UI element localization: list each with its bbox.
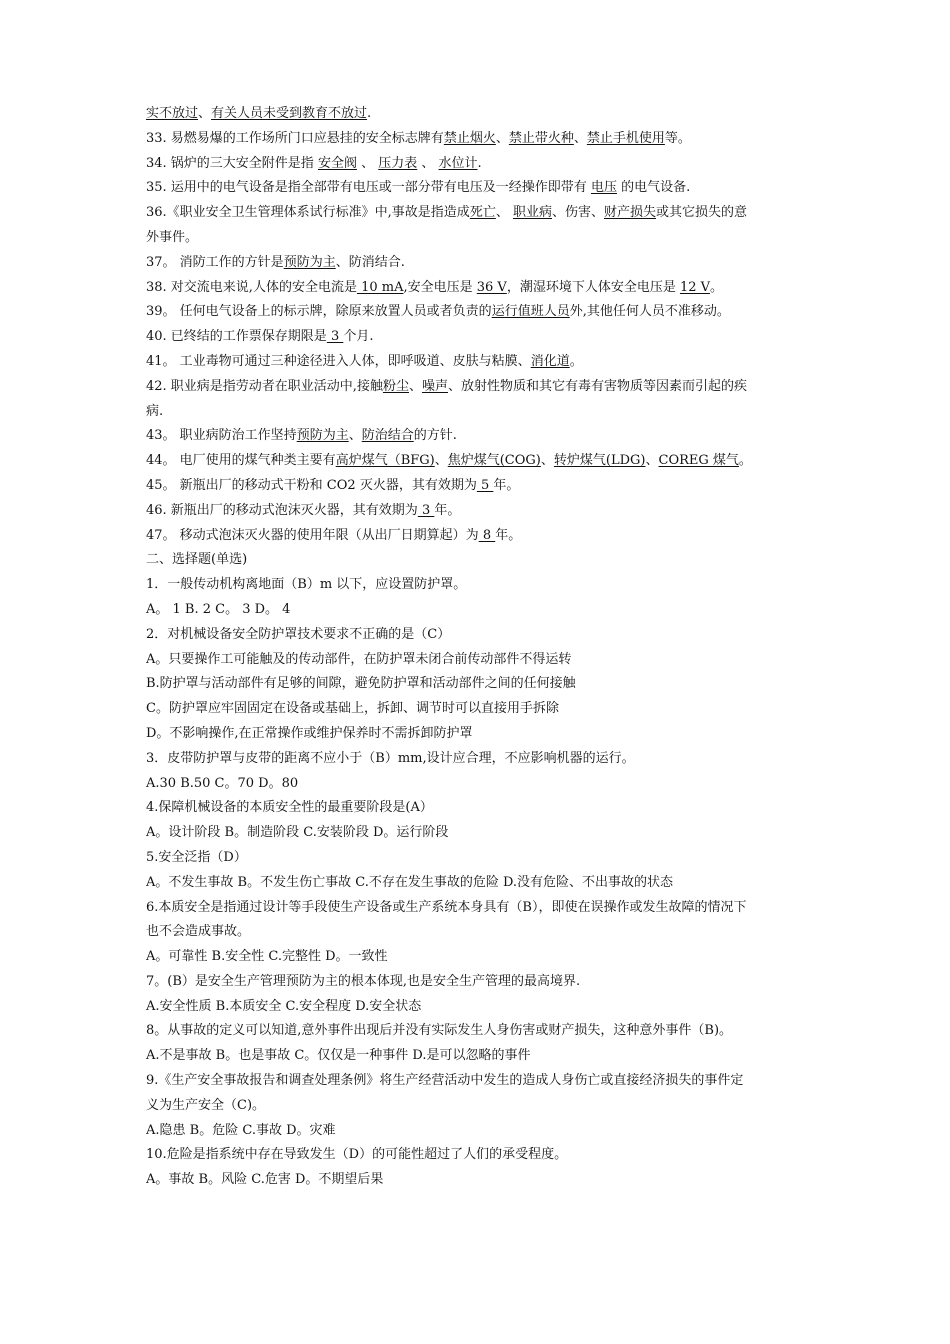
underlined-answer: 3 [326, 329, 344, 345]
text-run: 年。 [495, 527, 522, 543]
text-run: 、防消结合. [335, 254, 405, 270]
text-line [146, 201, 814, 226]
underlined-answer: 实不放过 [146, 106, 199, 121]
text-line [146, 1168, 814, 1193]
text-line [146, 945, 814, 970]
underlined-answer: 运行值班人员 [491, 304, 570, 320]
underlined-answer: 焦炉煤气(COG) [447, 453, 541, 469]
text-line [146, 548, 814, 573]
text-line [146, 325, 814, 350]
underlined-answer: 3 [417, 502, 435, 518]
text-run: 外,其他任何人员不准移动。 [569, 304, 730, 320]
text-run: A.隐患 B。危险 C.事故 D。灾难 [146, 1122, 336, 1138]
text-line [146, 970, 814, 995]
text-line [146, 226, 814, 251]
text-run: 43。 职业病防治工作坚持 [146, 428, 297, 444]
text-run: C。防护罩应牢固固定在设备或基础上，拆卸、调节时可以直接用手拆除 [146, 701, 559, 717]
text-line [146, 300, 814, 325]
text-line [146, 1119, 814, 1144]
text-run: 8。从事故的定义可以知道,意外事件出现后并没有实际发生人身伤害或财产损失，这种意外事件（B)。 [146, 1023, 733, 1039]
text-run: A.30 B.50 C。70 D。80 [146, 775, 299, 791]
text-line [146, 995, 814, 1020]
text-line [146, 1044, 814, 1069]
text-run: 个月. [343, 329, 374, 345]
text-run: 或其它损失的意 [656, 205, 748, 221]
text-line [146, 573, 814, 598]
text-run: ,安全电压是 [403, 279, 477, 295]
text-run: 41。 工业毒物可通过三种途径进入人体，即呼吸道、皮肤与粘膜、 [146, 353, 531, 369]
underlined-answer: 财产损失 [604, 205, 657, 221]
text-run: 6.本质安全是指通过设计等手段使生产设备或生产系统本身具有（B），即使在误操作或发生故障的情况下 [146, 899, 747, 915]
text-line [146, 449, 814, 474]
text-run: 9.《生产安全事故报告和调查处理条例》将生产经营活动中发生的造成人身伤亡或直接经济损失的事件定 [146, 1073, 744, 1089]
underlined-answer: 噪声 [421, 378, 448, 394]
underlined-answer: 高炉煤气（BFG) [335, 453, 435, 469]
text-run: A。设计阶段 B。制造阶段 C.安装阶段 D。运行阶段 [146, 825, 449, 841]
text-run: 33. 易燃易爆的工作场所门口应悬挂的安全标志牌有 [146, 130, 444, 146]
text-run: 年。 [434, 502, 461, 518]
text-run: 47。 移动式泡沫灭火器的使用年限（从出厂日期算起）为 [146, 527, 479, 543]
underlined-answer: COREG 煤气 [658, 453, 739, 469]
text-run: A。事故 B。风险 C.危害 D。不期望后果 [146, 1172, 384, 1188]
text-run: 二、选择题(单选) [146, 552, 248, 568]
text-run: 、 [417, 155, 439, 171]
text-run: 、 [348, 428, 362, 444]
text-line [146, 1069, 814, 1094]
text-run: 外事件。 [146, 229, 199, 245]
text-line [146, 697, 814, 722]
text-run: 、 [645, 453, 659, 469]
underlined-answer: 12 V [679, 279, 711, 295]
text-run: 44。 电厂使用的煤气种类主要有 [146, 453, 336, 469]
text-run: A。不发生事故 B。不发生伤亡事故 C.不存在发生事故的危险 D.没有危险、不出事故的状态 [146, 874, 674, 890]
text-line [146, 102, 814, 127]
text-run: 、伤害、 [551, 205, 604, 221]
text-line [146, 152, 814, 177]
underlined-answer: 压力表 [378, 155, 418, 171]
text-line [146, 400, 814, 425]
underlined-answer: 10 mA [356, 279, 404, 295]
text-line [146, 424, 814, 449]
text-run: 。 [569, 353, 583, 369]
text-run: 39。 任何电气设备上的标示牌，除原来放置人员或者负责的 [146, 304, 492, 320]
text-run: 、 [573, 130, 587, 146]
text-run: ，潮湿环境下人体安全电压是 [506, 279, 680, 295]
text-line [146, 598, 814, 623]
text-run: A。只要操作工可能触及的传动部件，在防护罩未闭合前传动部件不得运转 [146, 651, 572, 667]
text-run: 37。 消防工作的方针是 [146, 254, 284, 270]
document-body [146, 102, 814, 1193]
underlined-answer: 5 [476, 477, 494, 493]
text-line [146, 648, 814, 673]
text-run: 的方针. [413, 428, 457, 444]
text-run: 、放射性物质和其它有毒有害物质等因素而引起的疾 [448, 378, 748, 394]
text-run: A.不是事故 B。也是事故 C。仅仅是一种事件 D.是可以忽略的事件 [146, 1048, 531, 1064]
underlined-answer: 安全阀 [317, 155, 357, 171]
text-run: 42. 职业病是指劳动者在职业活动中,接触 [146, 378, 383, 394]
text-line [146, 920, 814, 945]
underlined-answer: 转炉煤气(LDG) [553, 453, 646, 469]
text-run: 、 [495, 130, 509, 146]
text-run: 义为生产安全（C)。 [146, 1097, 266, 1113]
text-line [146, 846, 814, 871]
text-run: 45。 新瓶出厂的移动式干粉和 CO2 灭火器，其有效期为 [146, 477, 477, 493]
text-run: 40. 已终结的工作票保存期限是 [146, 329, 327, 345]
underlined-answer: 预防为主 [283, 254, 336, 270]
text-line [146, 722, 814, 747]
underlined-answer: 防治结合 [361, 428, 414, 444]
underlined-answer: 粉尘 [382, 378, 409, 394]
text-run: A。 1 B. 2 C。 3 D。 4 [146, 601, 291, 617]
text-run: 7。(B）是安全生产管理预防为主的根本体现,也是安全生产管理的最高境界. [146, 973, 581, 989]
text-run: 5.安全泛指（D） [146, 849, 247, 865]
text-line [146, 276, 814, 301]
text-line [146, 747, 814, 772]
text-run: A.安全性质 B.本质安全 C.安全程度 D.安全状态 [146, 998, 422, 1014]
text-line [146, 821, 814, 846]
underlined-answer: 36 V [476, 279, 507, 295]
underlined-answer: 死亡 [469, 205, 496, 221]
text-line [146, 672, 814, 697]
underlined-answer: 预防为主 [296, 428, 349, 444]
underlined-answer: 禁止手机使用 [586, 130, 665, 146]
text-line [146, 499, 814, 524]
underlined-answer: 职业病 [512, 205, 552, 221]
text-run: 36.《职业安全卫生管理体系试行标准》中,事故是指造成 [146, 205, 470, 221]
text-line [146, 1143, 814, 1168]
text-line [146, 871, 814, 896]
text-run: 年。 [493, 477, 520, 493]
text-line [146, 623, 814, 648]
text-run: 、 [434, 453, 448, 469]
text-run: 34. 锅炉的三大安全附件是指 [146, 155, 318, 171]
text-run: 。 [738, 453, 752, 469]
text-run: 46. 新瓶出厂的移动式泡沫灭火器，其有效期为 [146, 502, 418, 518]
text-line [146, 375, 814, 400]
text-run: 10.危险是指系统中存在导致发生（D）的可能性超过了人们的承受程度。 [146, 1147, 568, 1163]
text-run: 、 [495, 205, 513, 221]
text-run: . [477, 155, 482, 171]
text-line [146, 1019, 814, 1044]
text-run: 38. 对交流电来说,人体的安全电流是 [146, 279, 357, 295]
text-run: 2．对机械设备安全防护罩技术要求不正确的是（C） [146, 626, 451, 642]
text-line [146, 524, 814, 549]
text-run: 。 [710, 279, 724, 295]
text-line [146, 127, 814, 152]
text-run: . [367, 106, 372, 121]
text-run: 1．一般传动机构离地面（B）m 以下，应设置防护罩。 [146, 577, 467, 593]
text-line [146, 350, 814, 375]
underlined-answer: 水位计 [438, 155, 478, 171]
text-line [146, 251, 814, 276]
text-run: 、 [198, 106, 212, 121]
text-line [146, 1094, 814, 1119]
underlined-answer: 电压 [590, 180, 617, 196]
text-run: A。可靠性 B.安全性 C.完整性 D。一致性 [146, 949, 388, 965]
text-run: 病. [146, 403, 164, 419]
text-line [146, 772, 814, 797]
text-run: 、 [356, 155, 379, 171]
underlined-answer: 8 [478, 527, 496, 543]
text-run: 、 [408, 378, 422, 394]
underlined-answer: 有关人员未受到教育不放过 [211, 106, 368, 121]
text-run: 、 [540, 453, 554, 469]
text-run: 4.保障机械设备的本质安全性的最重要阶段是(A） [146, 800, 433, 816]
text-run: D。不影响操作,在正常操作或维护保养时不需拆卸防护罩 [146, 725, 473, 741]
text-line [146, 896, 814, 921]
underlined-answer: 禁止烟火 [443, 130, 496, 146]
text-line [146, 176, 814, 201]
text-run: 也不会造成事故。 [146, 924, 251, 940]
text-run: B.防护罩与活动部件有足够的间隙，避免防护罩和活动部件之间的任何接触 [146, 676, 576, 692]
text-line [146, 796, 814, 821]
text-run: 的电气设备. [616, 180, 691, 196]
underlined-answer: 消化道 [530, 353, 570, 369]
underlined-answer: 禁止带火种 [508, 130, 574, 146]
text-line [146, 474, 814, 499]
text-run: 35. 运用中的电气设备是指全部带有电压或一部分带有电压及一经操作即带有 [146, 180, 591, 196]
text-run: 等。 [664, 130, 691, 146]
text-run: 3．皮带防护罩与皮带的距离不应小于（B）mm,设计应合理，不应影响机器的运行。 [146, 750, 635, 766]
